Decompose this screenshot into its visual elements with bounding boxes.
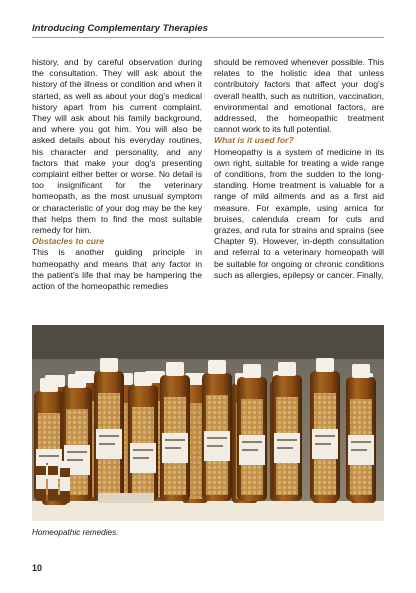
small-vial xyxy=(60,461,70,503)
right-column xyxy=(214,57,384,281)
right-paragraph-1: should be removed whenever possible. This relates to the holistic idea that unless contributory factors that affect your dog's overall health, such as nutrition, vaccination, environmental and emotional factors, are addressed, the homeopathic treatment cannot work to its full potential. xyxy=(214,57,384,135)
left-paragraph-2: This is another guiding principle in homeopathy and means that any factor in the patient's life that may be hampering the action of the homeopathic remedies xyxy=(32,247,202,292)
bottle-front xyxy=(272,362,302,501)
running-header: Introducing Complementary Therapies xyxy=(32,23,208,34)
bottle-front xyxy=(160,362,190,501)
bottle-front xyxy=(128,372,158,501)
left-paragraph-1: history, and by careful observation during the consultation. They will ask about the history of the illness or condition and when it started, as well as about your dog's medical history apart from his current complaint. They will ask about his family background, and where you got him. You will also be asked details about his everyday routines, his character and personality, and any factors that make your dog's presenting complaint either better or worse. No detail is too insignificant for the veterinary homeopath, as the most unusual symptom or characteristic of your dog may be the key that helps them to find the most suitable remedy for him. xyxy=(32,57,202,236)
left-column xyxy=(32,57,202,292)
bottle-front xyxy=(346,364,376,501)
small-vial xyxy=(36,459,46,501)
homeopathic-remedies-photo xyxy=(32,325,384,521)
bottle-front xyxy=(94,358,124,501)
right-paragraph-2: Homeopathy is a system of medicine in its own right, suitable for treating a wide range of conditions, from the sudden to the long-standing. Home treatment is valuable for a range of mild ailments and as a first aid measure. For example, using arnica for bruises, calendula cream for cuts and grazes, and ruta for strains and sprains (see Chapter 9). However, in-depth consultation and referral to a veterinary homeopath will be suitable for ongoing or chronic conditions such as allergies, epilepsy or cancer. Finally, xyxy=(214,146,384,280)
figure-caption: Homeopathic remedies. xyxy=(32,528,119,537)
header-rule xyxy=(32,37,384,38)
subheading-obstacles-to-cure: Obstacles to cure xyxy=(32,236,105,247)
bottle-front xyxy=(237,364,267,501)
subheading-what-is-it-used-for: What is it used for? xyxy=(214,135,294,146)
bottle-front xyxy=(202,360,232,501)
bottle-front xyxy=(310,358,340,501)
remedy-box xyxy=(98,493,154,503)
page-number: 10 xyxy=(32,563,43,573)
remedy-bottles-illustration xyxy=(32,325,384,521)
small-vial xyxy=(48,459,58,501)
